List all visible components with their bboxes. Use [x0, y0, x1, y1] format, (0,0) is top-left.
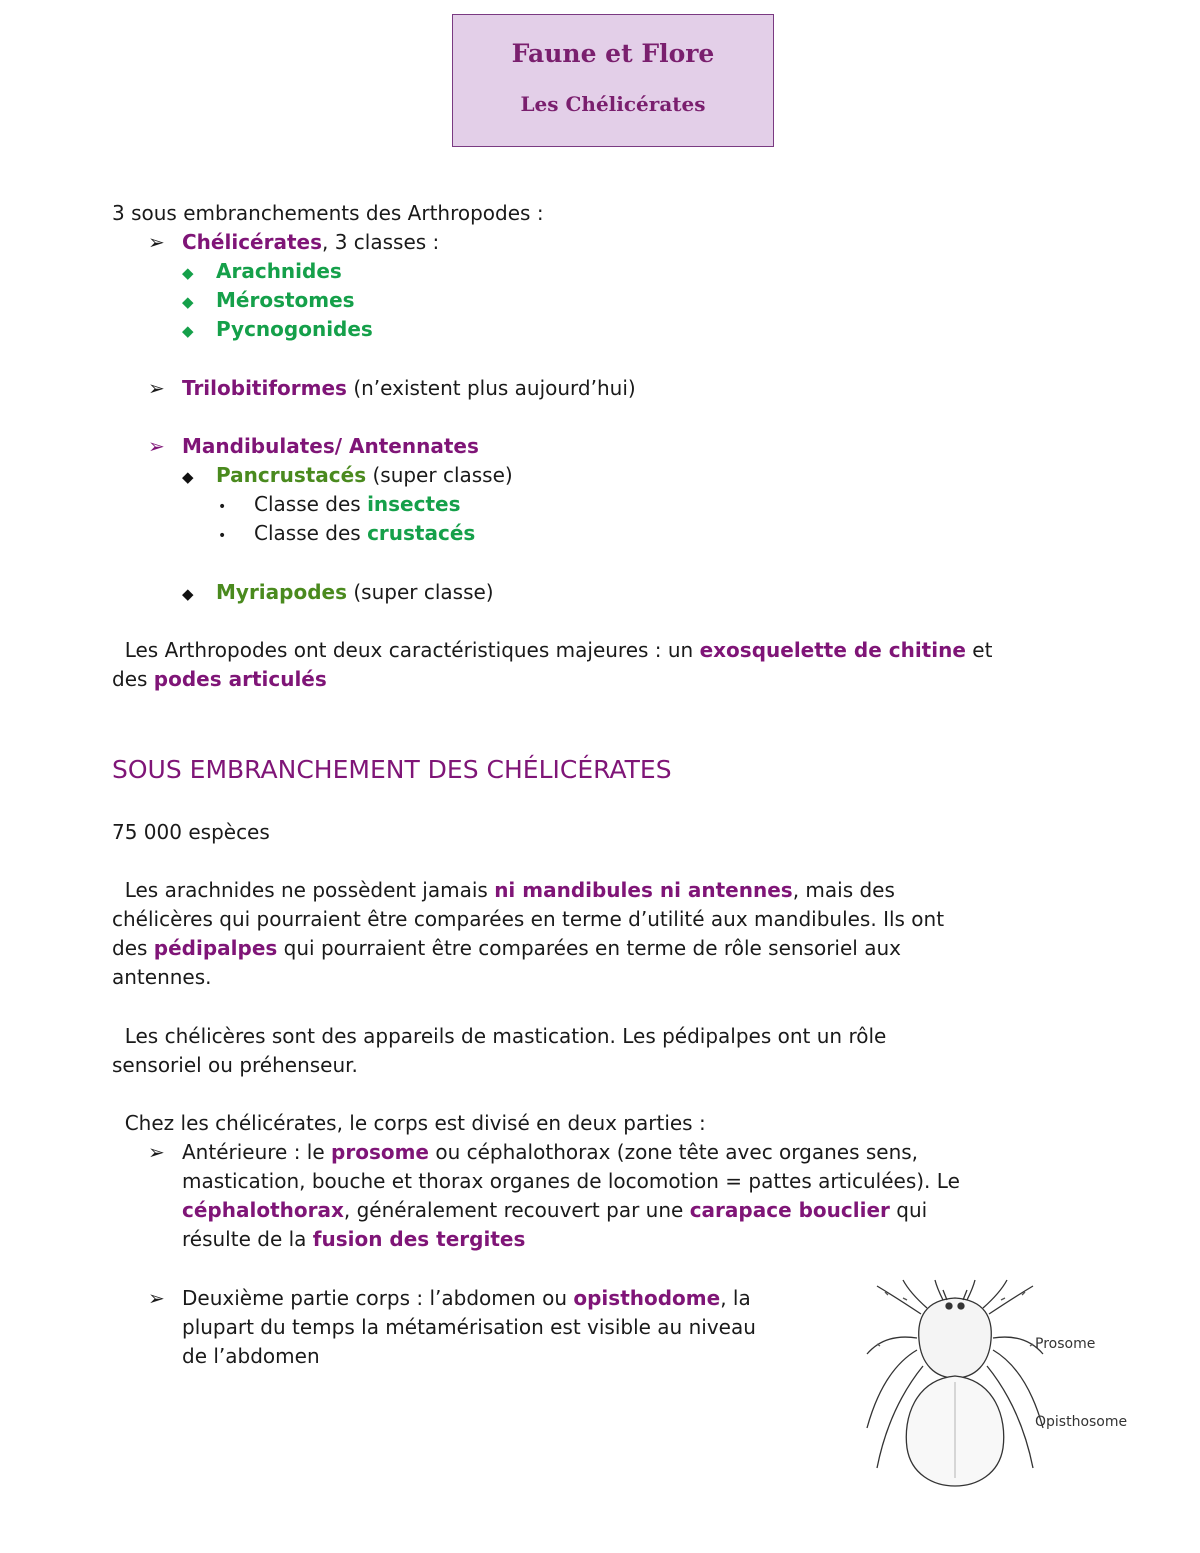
- document-subtitle: Les Chélicérates: [520, 92, 706, 116]
- list-item-myriapodes: ◆ Myriapodes (super classe): [182, 578, 494, 608]
- list-item-class: ◆ Arachnides: [182, 257, 342, 287]
- bullet-dot-icon: •: [218, 499, 227, 515]
- list-item-chelicerates: ➢ Chélicérates, 3 classes :: [148, 230, 440, 254]
- opisthosome-label: Opisthosome: [1035, 1414, 1128, 1430]
- list-item-anterieure-line: céphalothorax, généralement recouvert par une carapace bouclier qui: [182, 1198, 928, 1222]
- paragraph-arthropodes-line: Les Arthropodes ont deux caractéristiques majeures : un exosquelette de chitine et: [112, 638, 993, 662]
- diamond-bullet-icon: ◆: [182, 468, 194, 486]
- paragraph-cheliceres-line: sensoriel ou préhenseur.: [112, 1053, 358, 1077]
- paragraph-cheliceres-line: Les chélicères sont des appareils de mastication. Les pédipalpes ont un rôle: [112, 1024, 887, 1048]
- paragraph-arachnides-line: antennes.: [112, 965, 212, 989]
- list-item-anterieure: ➢ Antérieure : le prosome ou céphalothorax (zone tête avec organes sens,: [148, 1140, 919, 1164]
- paragraph-arachnides-line: chélicères qui pourraient être comparées en terme d’utilité aux mandibules. Ils ont: [112, 907, 945, 931]
- list-item-pancrustaces: ◆ Pancrustacés (super classe): [182, 461, 513, 491]
- list-item-crustaces: • Classe des crustacés: [218, 519, 475, 550]
- arrow-bullet-icon: ➢: [148, 376, 165, 400]
- paragraph-arachnides-line: des pédipalpes qui pourraient être comparées en terme de rôle sensoriel aux: [112, 936, 901, 960]
- section-heading: SOUS EMBRANCHEMENT DES CHÉLICÉRATES: [112, 755, 672, 784]
- list-item-abdomen-line: plupart du temps la métamérisation est visible au niveau: [182, 1315, 756, 1339]
- paragraph-arachnides-line: Les arachnides ne possèdent jamais ni mandibules ni antennes, mais des: [112, 878, 895, 902]
- title-box: [452, 14, 774, 147]
- arrow-bullet-icon: ➢: [148, 230, 165, 254]
- diamond-bullet-icon: ◆: [182, 585, 194, 603]
- arrow-bullet-icon: ➢: [148, 1140, 165, 1164]
- arrow-bullet-icon: ➢: [148, 1286, 165, 1310]
- list-item-mandibulates: ➢ Mandibulates/ Antennates: [148, 434, 479, 458]
- arrow-bullet-icon: ➢: [148, 434, 165, 458]
- document-title: Faune et Flore: [511, 39, 715, 68]
- list-item-anterieure-line: mastication, bouche et thorax organes de locomotion = pattes articulées). Le: [182, 1169, 960, 1193]
- list-item-class: ◆ Pycnogonides: [182, 315, 373, 345]
- list-item-insectes: • Classe des insectes: [218, 490, 461, 521]
- list-item-class: ◆ Mérostomes: [182, 286, 355, 316]
- prosome-label: Prosome: [1035, 1336, 1096, 1352]
- paragraph-arthropodes-line: des podes articulés: [112, 667, 327, 691]
- list-item-abdomen: ➢ Deuxième partie corps : l’abdomen ou opisthodome, la: [148, 1286, 751, 1310]
- list-item-abdomen-line: de l’abdomen: [182, 1344, 320, 1368]
- bullet-dot-icon: •: [218, 528, 227, 544]
- spider-illustration: [855, 1278, 1055, 1490]
- intro-line: 3 sous embranchements des Arthropodes :: [112, 201, 544, 225]
- paragraph-corps-intro: Chez les chélicérates, le corps est divisé en deux parties :: [112, 1111, 706, 1135]
- diamond-bullet-icon: ◆: [182, 322, 194, 340]
- list-item-trilobitiformes: ➢ Trilobitiformes (n’existent plus aujourd’hui): [148, 376, 636, 400]
- diamond-bullet-icon: ◆: [182, 264, 194, 282]
- diamond-bullet-icon: ◆: [182, 293, 194, 311]
- species-count: 75 000 espèces: [112, 820, 270, 844]
- list-item-anterieure-line: résulte de la fusion des tergites: [182, 1227, 526, 1251]
